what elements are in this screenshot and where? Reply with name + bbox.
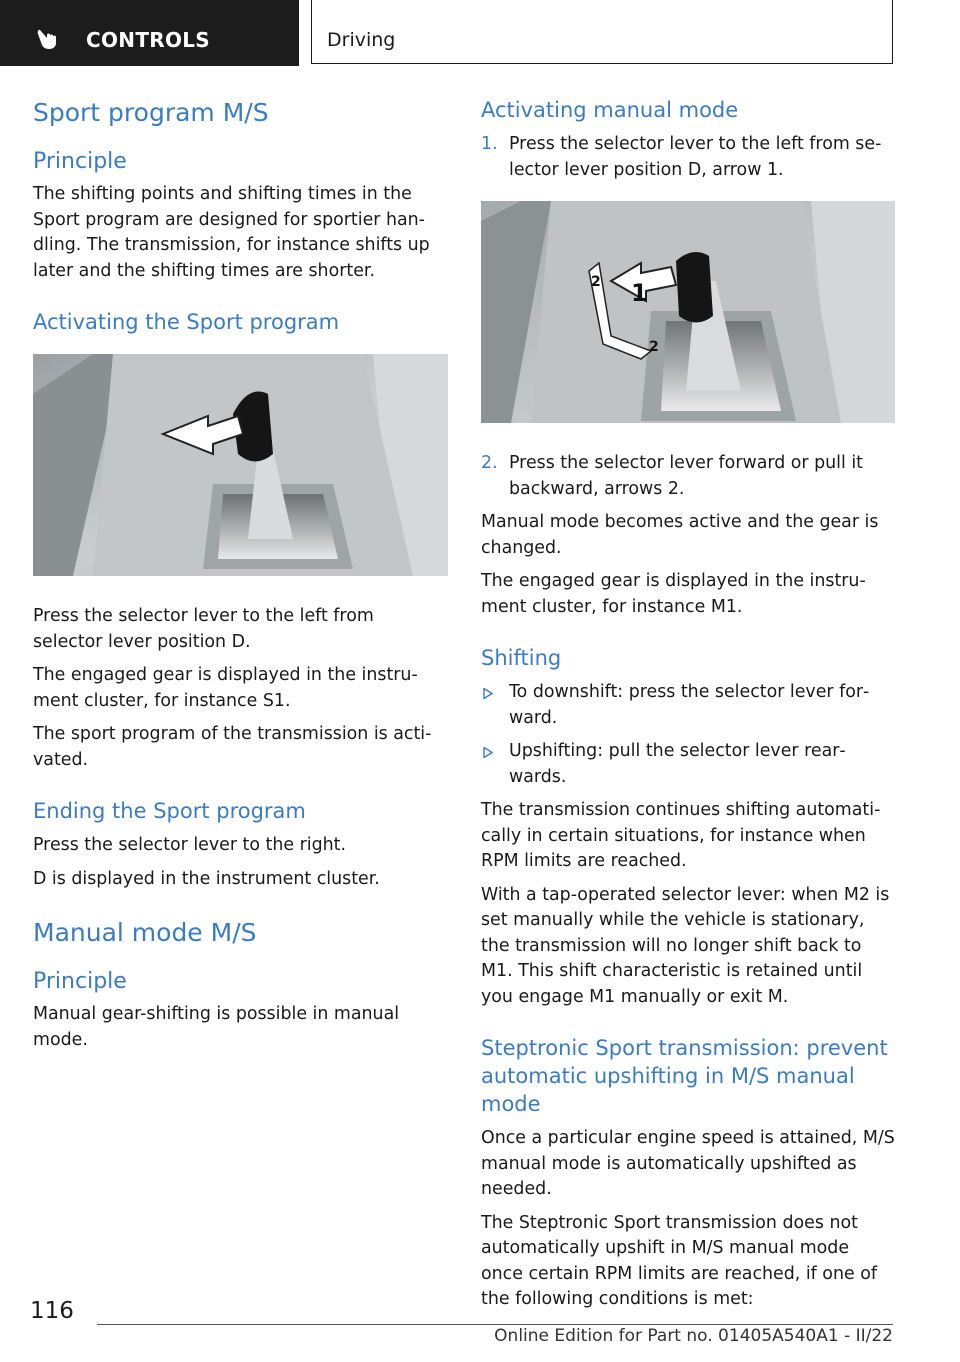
manual-after-p1: Manual mode becomes active and the gear is changed. [481, 512, 879, 558]
selector-lever-left-figure [33, 354, 448, 576]
footer-divider [97, 1324, 893, 1325]
pointing-hand-icon [36, 26, 66, 50]
section-title: CONTROLS [86, 28, 211, 52]
arrow-1-label: 1 [631, 279, 648, 307]
manual-principle-heading: Principle [33, 969, 127, 994]
step-number: 1. [481, 134, 498, 154]
step-text: Press the selector lever to the left from selector lever position D, arrow 1. [509, 134, 882, 180]
bullet-triangle-icon [483, 747, 493, 758]
sport-program-title: Sport program M/S [33, 98, 269, 127]
step-item [481, 451, 895, 502]
step-item [481, 132, 895, 183]
shifting-list [481, 680, 895, 790]
manual-mode-title: Manual mode M/S [33, 918, 257, 947]
arrow-2b-label: 2 [649, 339, 659, 355]
list-item-text: To downshift: press the selector lever forward. [509, 682, 870, 728]
activating-sport-p2: The engaged gear is displayed in the instrument cluster, for instance S1. [33, 665, 418, 711]
activating-sport-heading: Activating the Sport program [33, 310, 340, 334]
bullet-triangle-icon [483, 688, 493, 699]
activating-manual-heading: Activating manual mode [481, 98, 739, 122]
ending-sport-p1: Press the selector lever to the right. [33, 835, 346, 855]
left-column [33, 96, 448, 1061]
shifting-p2: With a tap-operated selector lever: when M2 is set manually while the vehicle is stationary, the transmission will no longer shift back to M1. This shift characteristic is retained until you engage M1 manually or exit M. [481, 884, 890, 1007]
page-number: 116 [30, 1298, 74, 1324]
shifting-p1: The transmission continues shifting automatically in certain situations, for instance when RPM limits are reached. [481, 800, 881, 871]
manual-principle-text: Manual gear-shifting is possible in manual mode. [33, 1004, 400, 1050]
steptronic-heading: Steptronic Sport transmission: prevent automatic upshifting in M/S manual mode [481, 1036, 888, 1116]
ending-sport-p2: D is displayed in the instrument cluster. [33, 868, 380, 889]
right-column [481, 96, 895, 1321]
section-tab [0, 0, 299, 66]
page-header [0, 0, 960, 66]
selector-lever-manual-figure [481, 201, 895, 423]
activation-steps-continued [481, 451, 895, 502]
activating-sport-p1: Press the selector lever to the left from selector lever position D. [33, 606, 374, 652]
activating-sport-p3: The sport program of the transmission is activated. [33, 724, 432, 770]
arrow-2a-label: 2 [591, 274, 601, 290]
principle-heading: Principle [33, 149, 127, 174]
shifting-heading: Shifting [481, 646, 562, 670]
ending-sport-heading: Ending the Sport program [33, 799, 306, 823]
list-item-text: Upshifting: pull the selector lever rearwards. [509, 741, 846, 787]
steptronic-p1: Once a particular engine speed is attained, M/S manual mode is automatically upshifted as needed. [481, 1128, 895, 1199]
step-text: Press the selector lever forward or pull it backward, arrows 2. [509, 453, 863, 499]
step-number: 2. [481, 453, 498, 473]
chapter-title: Driving [327, 29, 396, 51]
principle-text: The shifting points and shifting times in the Sport program are designed for sportier handling. The transmission, for instance shifts up later and the shifting times are shorter. [33, 184, 430, 281]
activation-steps [481, 132, 895, 183]
list-item [481, 680, 895, 731]
list-item [481, 739, 895, 790]
edition-text: Online Edition for Part no. 01405A540A1 - II/22 [494, 1326, 893, 1346]
page-footer [0, 1296, 960, 1362]
chapter-tab [311, 0, 893, 64]
manual-after-p2: The engaged gear is displayed in the instrument cluster, for instance M1. [481, 571, 866, 617]
steptronic-p2: The Steptronic Sport transmission does not automatically upshift in M/S manual mode once certain RPM limits are reached, if one of the following conditions is met: [481, 1212, 877, 1309]
